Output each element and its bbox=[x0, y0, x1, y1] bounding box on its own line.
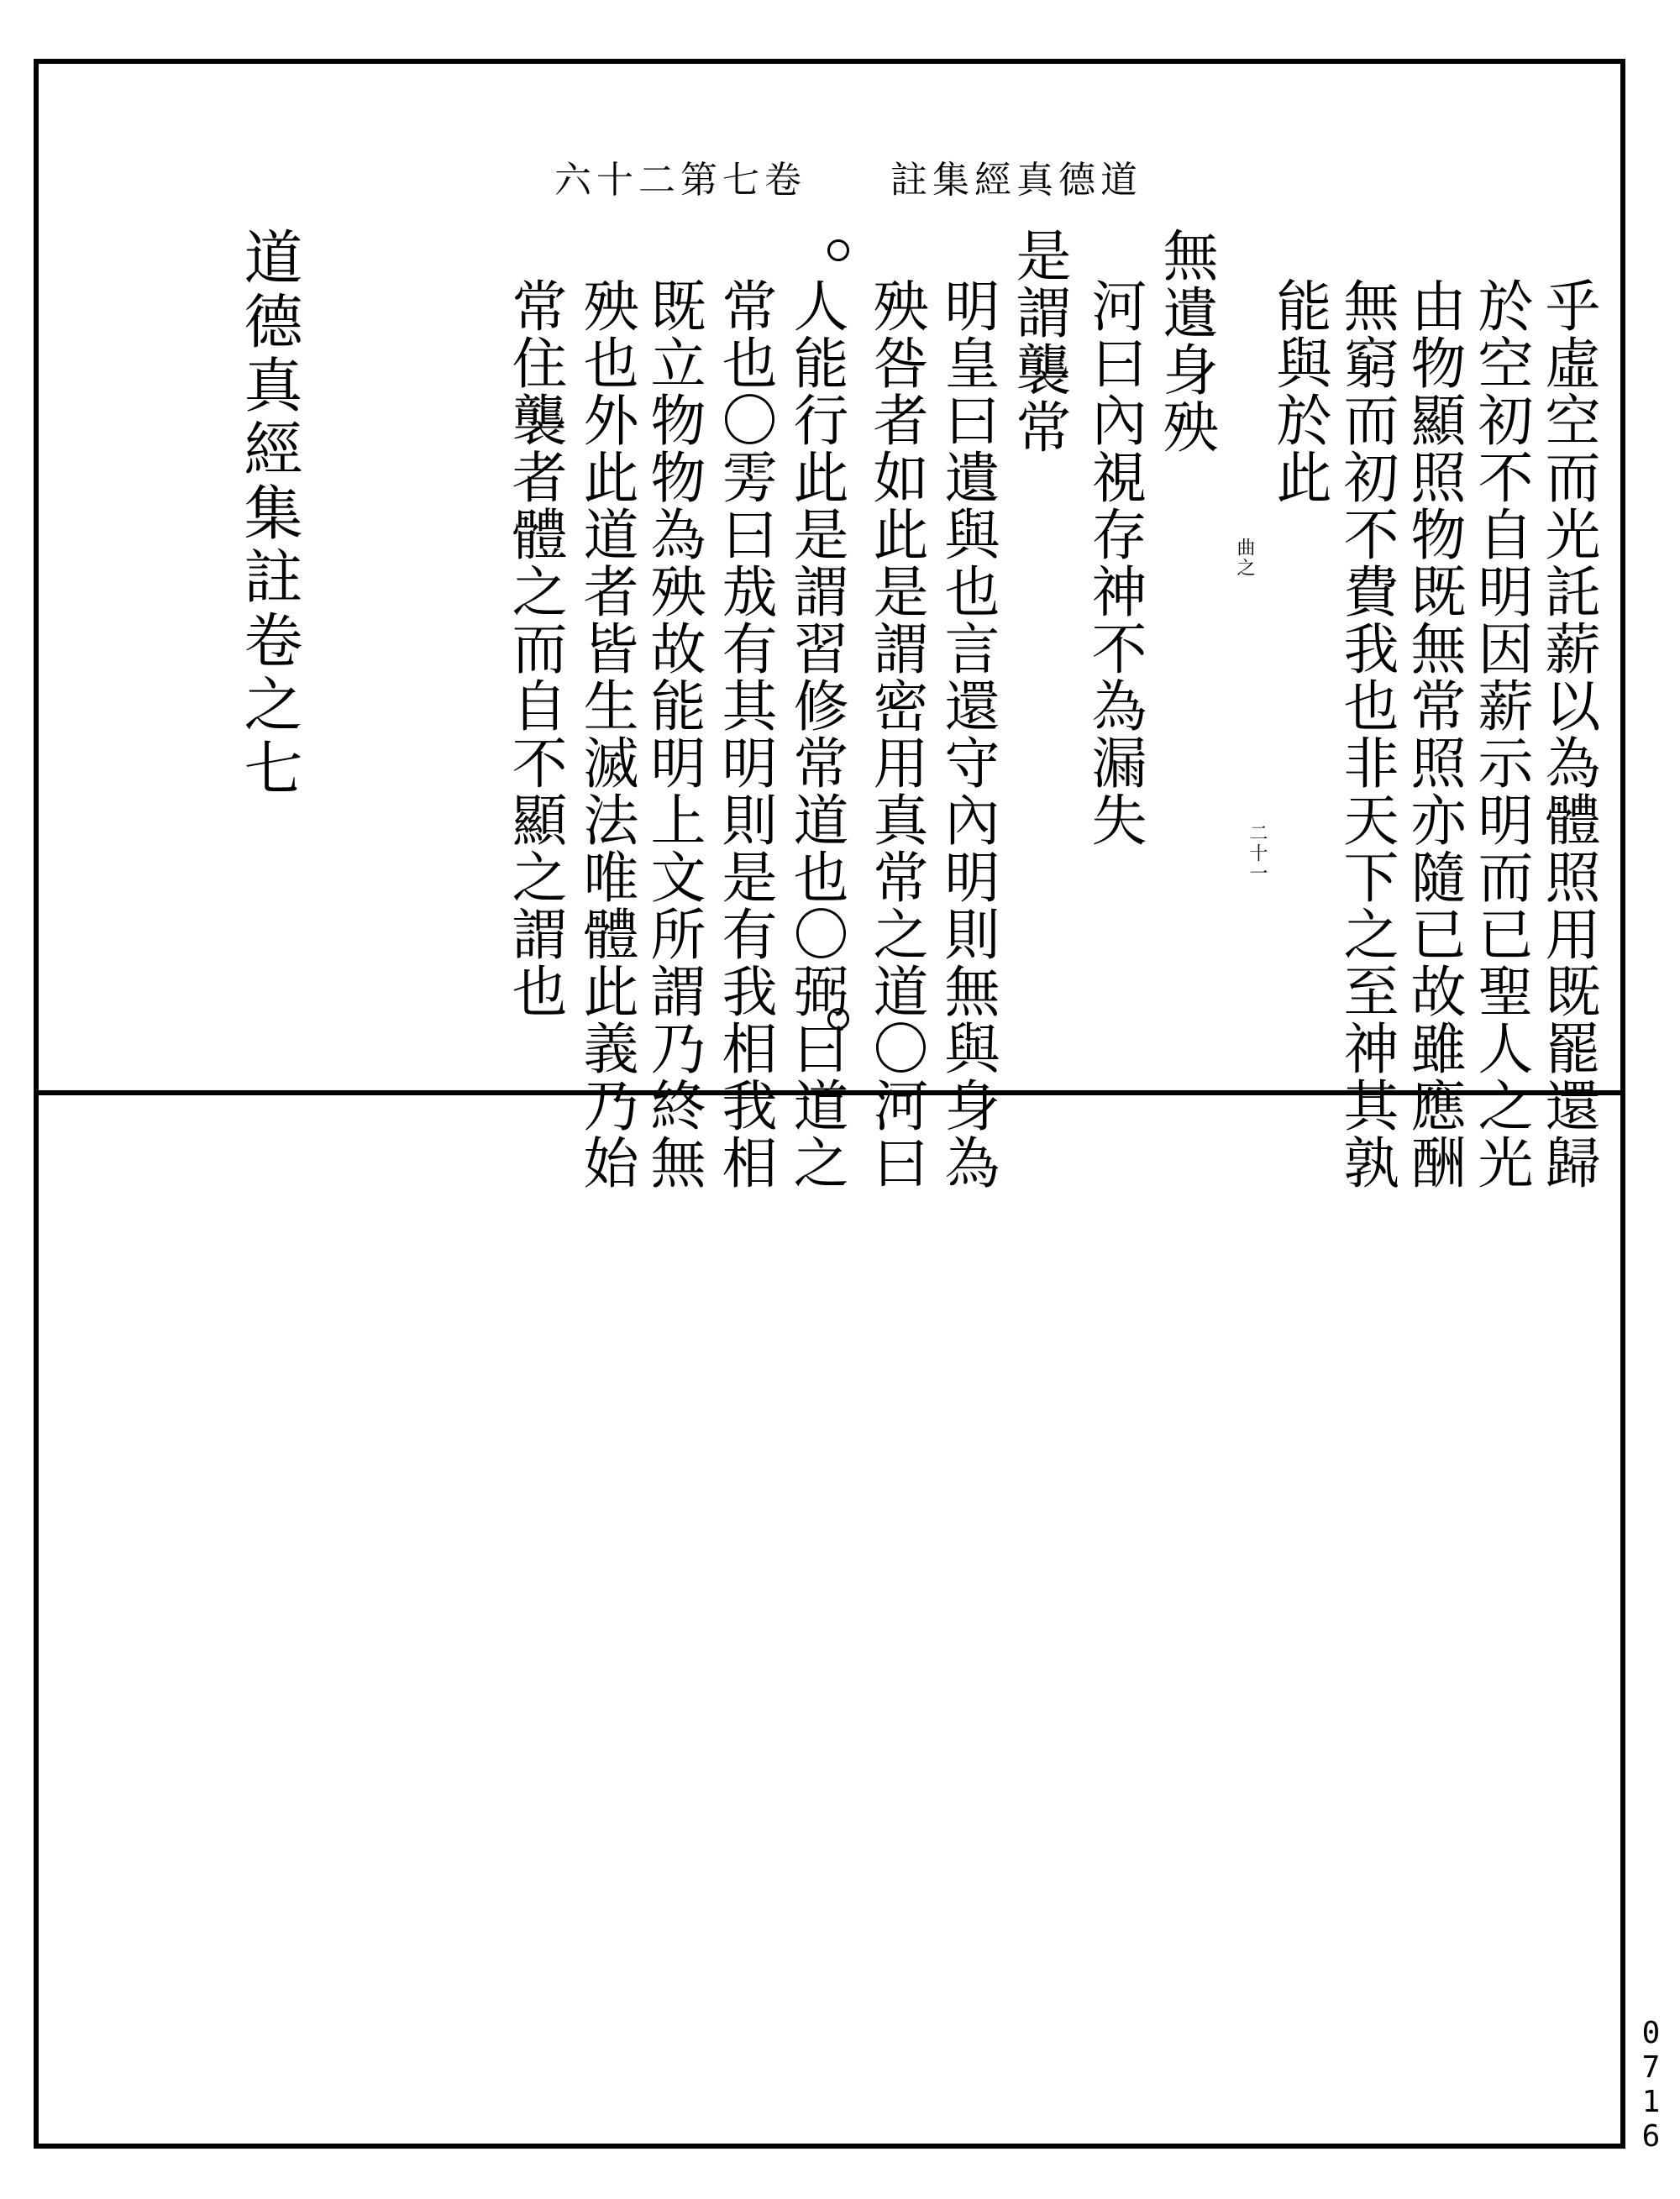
page-number: 0716 bbox=[1634, 2016, 1668, 2154]
text-column-15: 常住襲者體之而自不顯之謂也 bbox=[502, 277, 567, 1020]
text-column-4: 無窮而初不費我也非天下之至神其孰 bbox=[1334, 277, 1399, 1191]
margin-mark: 曲之 bbox=[1234, 538, 1255, 578]
circle-mark bbox=[827, 239, 849, 261]
text-column-7: 河曰內視存神不為漏失 bbox=[1082, 277, 1147, 848]
text-column-5: 能與於此 bbox=[1267, 277, 1331, 506]
text-column-2: 於空初不自明因薪示明而已聖人之光 bbox=[1468, 277, 1533, 1191]
text-column-3: 由物顯照物既無常照亦隨已故雖應酬 bbox=[1401, 277, 1466, 1191]
text-column-9: 明皇曰遺與也言還守內明則無與身為 bbox=[935, 277, 1000, 1191]
text-column-6: 無遺身殃 bbox=[1153, 227, 1218, 455]
text-column-12: 常也〇雱曰㦲有其明則是有我相我相 bbox=[712, 277, 777, 1191]
text-column-10: 殃咎者如此是謂密用真常之道〇河曰 bbox=[864, 277, 928, 1191]
volume-title: 道德真經集註卷之七 bbox=[234, 227, 303, 801]
circle-mark bbox=[827, 1008, 849, 1030]
text-column-1: 乎虛空而光託薪以為體照用既罷還歸 bbox=[1536, 277, 1600, 1191]
header-left: 六十二第七卷 bbox=[554, 159, 806, 202]
text-column-11: 人能行此是謂習修常道也〇弼曰道之 bbox=[784, 277, 848, 1191]
text-column-8: 是謂襲常 bbox=[1006, 227, 1071, 455]
header-right: 註集經真德道 bbox=[890, 159, 1142, 202]
running-header bbox=[554, 151, 1142, 202]
text-column-13: 既立物物為殃故能明上文所謂乃終無 bbox=[641, 277, 706, 1191]
margin-number: 二十一 bbox=[1247, 823, 1268, 884]
text-column-14: 殃也外此道者皆生滅法唯體此義乃始 bbox=[574, 277, 638, 1191]
